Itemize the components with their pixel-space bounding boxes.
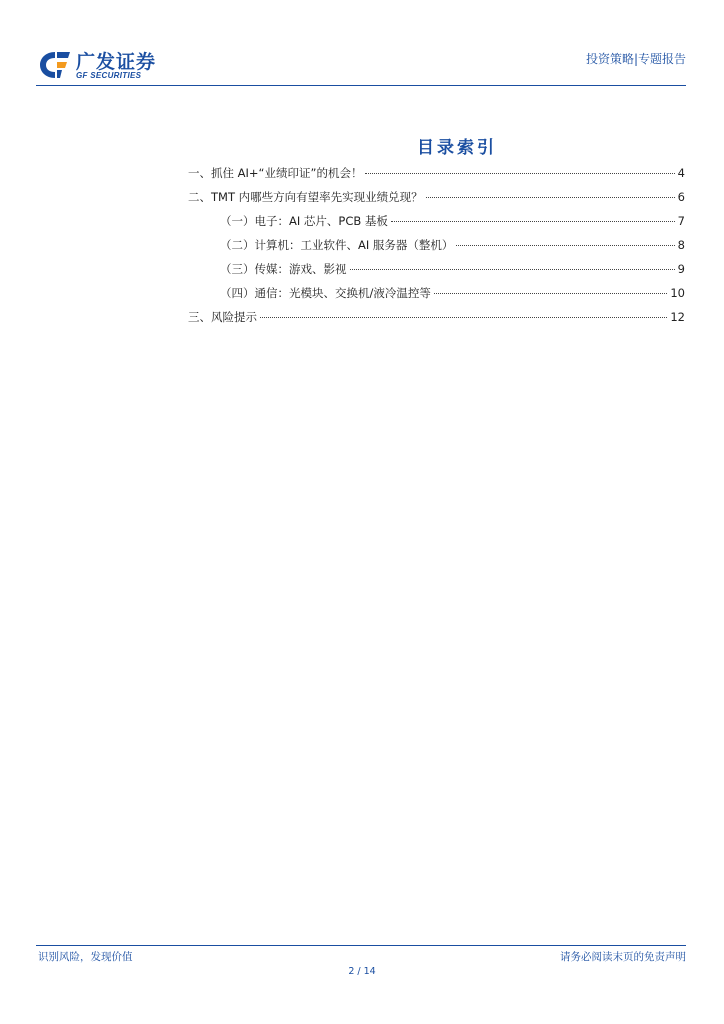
toc-leader-dots <box>365 173 674 174</box>
report-category: 投资策略|专题报告 <box>585 52 686 66</box>
toc-entry[interactable] <box>188 237 685 261</box>
footer-divider <box>36 945 686 946</box>
logo-chinese-name: 广发证券 <box>76 51 157 73</box>
toc-entry-page: 4 <box>677 166 685 180</box>
toc-entry[interactable] <box>188 261 685 285</box>
toc-entry[interactable] <box>188 309 685 333</box>
header-divider <box>36 85 686 86</box>
toc-entry-text: 一、抓住 AI+“业绩印证”的机会！ <box>188 166 363 180</box>
toc-leader-dots <box>391 221 675 222</box>
toc-leader-dots <box>426 197 675 198</box>
toc-entry-page: 6 <box>677 190 685 204</box>
toc-entry-text: 三、风险提示 <box>188 310 257 324</box>
page-header <box>36 44 686 84</box>
footer-slogan: 识别风险，发现价值 <box>38 951 133 963</box>
toc-entry[interactable] <box>188 285 685 309</box>
toc-entry-page: 9 <box>677 262 685 276</box>
toc-entry-page: 7 <box>677 214 685 228</box>
toc-entry-page: 8 <box>677 238 685 252</box>
footer-disclaimer: 请务必阅读末页的免责声明 <box>560 951 686 963</box>
toc-entry[interactable] <box>188 189 685 213</box>
toc-entry-text: （二）计算机：工业软件、AI 服务器（整机） <box>220 238 454 252</box>
toc-entry[interactable] <box>188 213 685 237</box>
toc-entry[interactable] <box>188 165 685 189</box>
gf-logo-icon <box>38 50 72 80</box>
table-of-contents <box>188 165 685 333</box>
toc-entry-text: （四）通信：光模块、交换机/液冷温控等 <box>220 286 431 300</box>
toc-entry-text: （三）传媒：游戏、影视 <box>220 262 347 276</box>
toc-leader-dots <box>350 269 675 270</box>
page-number: 2 / 14 <box>348 966 376 977</box>
toc-leader-dots <box>434 293 667 294</box>
toc-entry-text: （一）电子：AI 芯片、PCB 基板 <box>220 214 388 228</box>
toc-title: 目录索引 <box>417 138 497 158</box>
toc-entry-page: 12 <box>670 310 685 324</box>
logo-english-name: GF SECURITIES <box>76 71 142 80</box>
toc-entry-page: 10 <box>670 286 685 300</box>
toc-leader-dots <box>260 317 667 318</box>
toc-entry-text: 二、TMT 内哪些方向有望率先实现业绩兑现？ <box>188 190 423 204</box>
toc-leader-dots <box>456 245 674 246</box>
